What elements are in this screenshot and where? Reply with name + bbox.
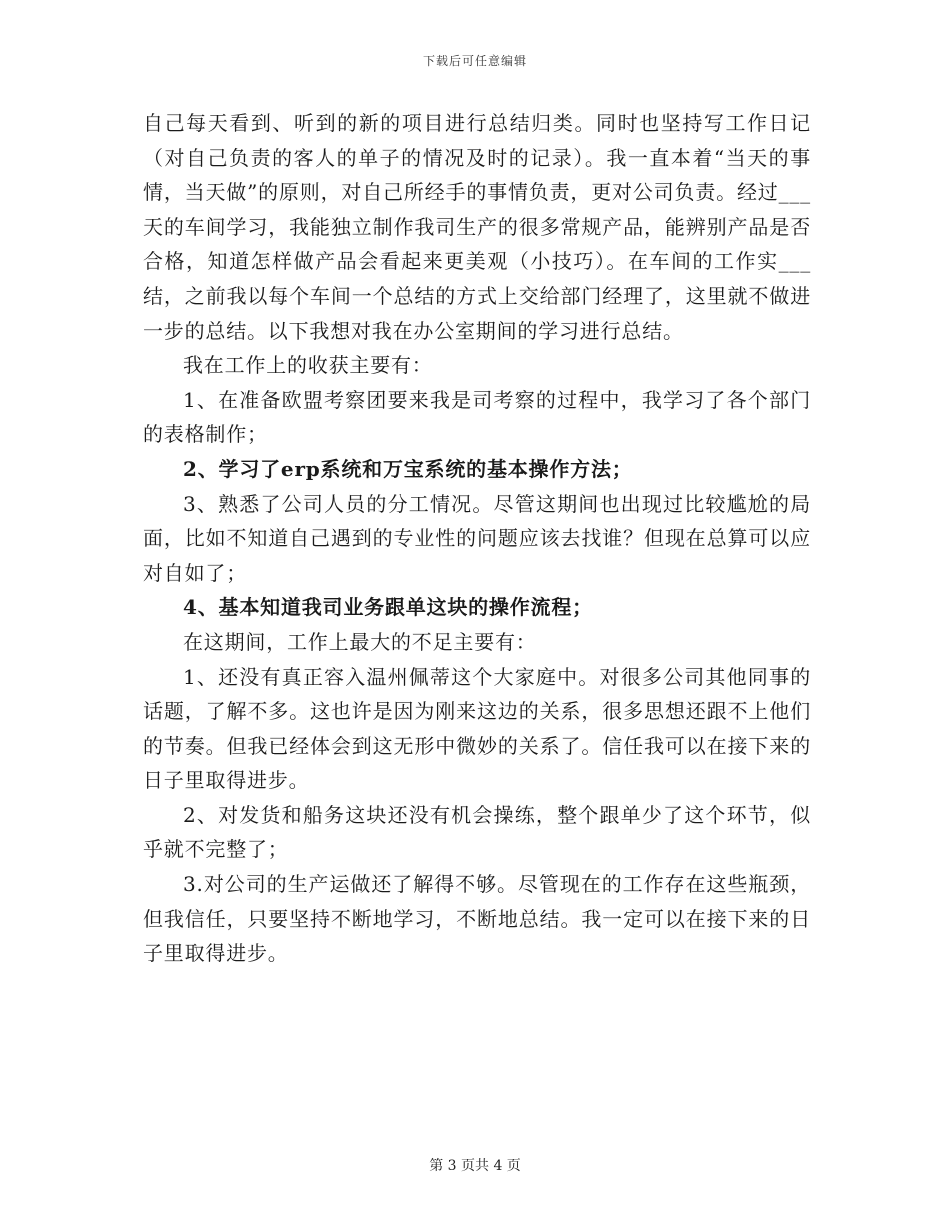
- paragraph-shortcoming-1: 1、还没有真正容入温州佩蒂这个大家庭中。对很多公司其他同事的话题，了解不多。这也许是因为刚来这边的关系，很多思想还跟不上他们的节奏。但我已经体会到这无形中微妙的关系了。信任我可以在接下来的日子里取得进步。: [143, 664, 811, 793]
- paragraph-shortcoming-3: 3.对公司的生产运做还了解得不够。尽管现在的工作存在这些瓶颈，但我信任，只要坚持不断地学习，不断地总结。我一定可以在接下来的日子里取得进步。: [143, 872, 811, 966]
- paragraph-shortcoming-2: 2、对发货和船务这块还没有机会操练，整个跟单少了这个环节，似乎就不完整了；: [143, 802, 811, 862]
- page-header: 下载后可任意编辑: [422, 54, 527, 68]
- document-body: [143, 106, 811, 971]
- paragraph-gain-4: 4、基本知道我司业务跟单这块的操作流程；: [183, 595, 593, 620]
- page-number: 第 3 页共 4 页: [429, 1158, 521, 1174]
- paragraph-gain-3: 3、熟悉了公司人员的分工情况。尽管这期间也出现过比较尴尬的局面，比如不知道自己遇到的专业性的问题应该去找谁？但现在总算可以应对自如了；: [143, 491, 811, 585]
- paragraph-gains-heading: 我在工作上的收获主要有：: [183, 353, 433, 378]
- paragraph-gain-1: 1、在准备欧盟考察团要来我是司考察的过程中，我学习了各个部门的表格制作；: [143, 387, 811, 447]
- paragraph-gain-2: 2、学习了erp系统和万宝系统的基本操作方法；: [183, 456, 633, 481]
- paragraph-shortcomings-heading: 在这期间，工作上最大的不足主要有：: [183, 629, 537, 654]
- paragraph-continuation: 自己每天看到、听到的新的项目进行总结归类。同时也坚持写工作日记（对自己负责的客人的单子的情况及时的记录）。我一直本着“当天的事情，当天做”的原则，对自己所经手的事情负责，更对公司负责。经过___天的车间学习，我能独立制作我司生产的很多常规产品，能辨别产品是否合格，知道怎样做产品会看起来更美观（小技巧）。在车间的工作实___结，之前我以每个车间一个总结的方式上交给部门经理了，这里就不做进一步的总结。以下我想对我在办公室期间的学习进行总结。: [143, 111, 811, 343]
